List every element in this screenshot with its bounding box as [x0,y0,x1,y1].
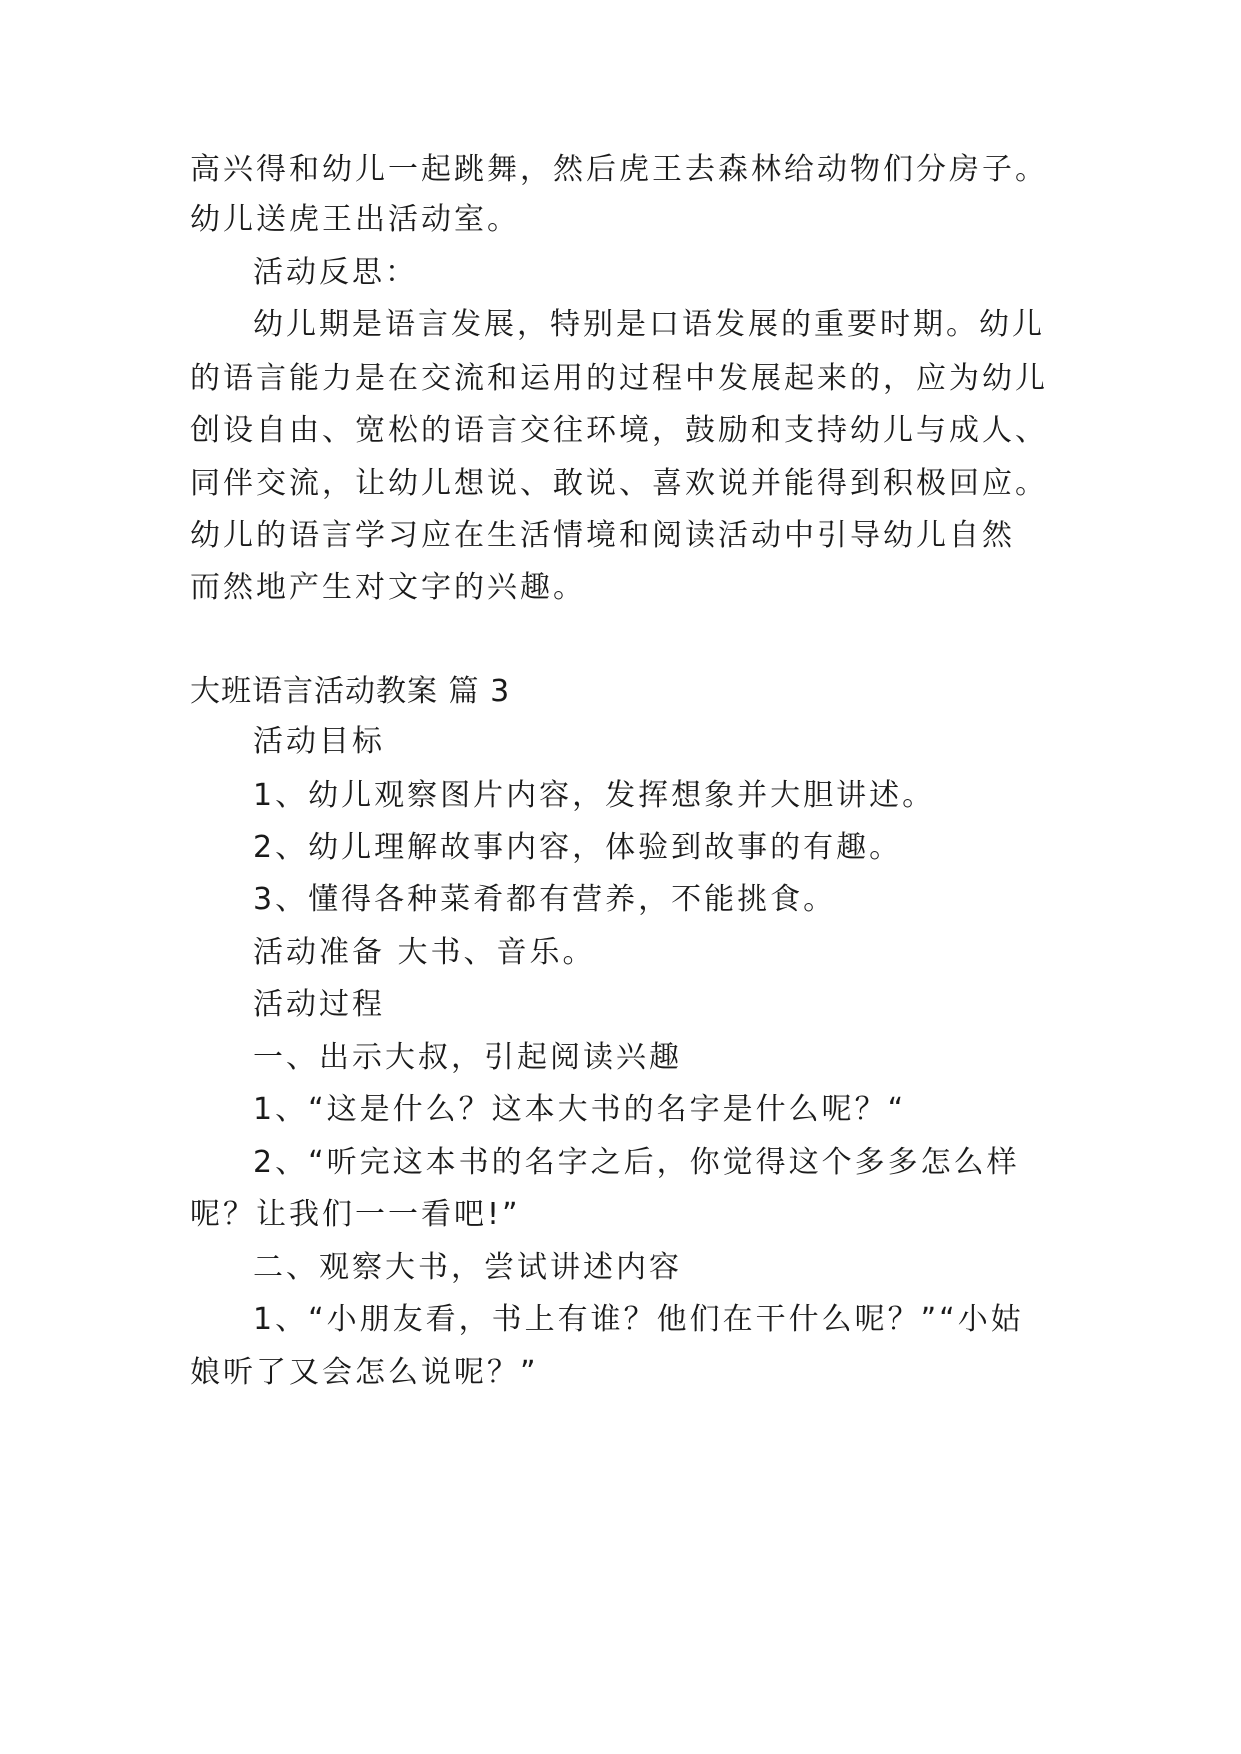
paragraph-line: 同伴交流，让幼儿想说、敢说、喜欢说并能得到积极回应。 [190,466,1048,501]
goal-item: 2、幼儿理解故事内容，体验到故事的有趣。 [253,830,903,865]
section-heading: 大班语言活动教案 篇 3 [190,674,511,709]
step-question: 1、“这是什么？这本大书的名字是什么呢？“ [253,1092,907,1127]
step-question: 1、“小朋友看，书上有谁？他们在干什么呢？”“小姑 [253,1302,1024,1337]
preparation-line: 活动准备 大书、音乐。 [253,935,596,970]
paragraph-line: 幼儿期是语言发展，特别是口语发展的重要时期。幼儿 [253,307,1045,342]
paragraph-line: 而然地产生对文字的兴趣。 [190,570,586,605]
paragraph-line: 幼儿送虎王出活动室。 [190,202,520,237]
paragraph-line: 高兴得和幼儿一起跳舞，然后虎王去森林给动物们分房子。 [190,152,1048,187]
process-title: 活动过程 [253,987,385,1022]
step-title: 一、出示大叔，引起阅读兴趣 [253,1040,682,1075]
paragraph-line: 创设自由、宽松的语言交往环境，鼓励和支持幼儿与成人、 [190,413,1048,448]
step-question: 2、“听完这本书的名字之后，你觉得这个多多怎么样 [253,1145,1020,1180]
reflection-title: 活动反思： [253,255,418,290]
goal-item: 3、懂得各种菜肴都有营养，不能挑食。 [253,882,837,917]
goal-item: 1、幼儿观察图片内容，发挥想象并大胆讲述。 [253,778,936,813]
paragraph-line: 的语言能力是在交流和运用的过程中发展起来的，应为幼儿 [190,361,1048,396]
paragraph-line: 幼儿的语言学习应在生活情境和阅读活动中引导幼儿自然 [190,518,1015,553]
goals-title: 活动目标 [253,724,385,759]
step-question-continuation: 娘听了又会怎么说呢？” [190,1355,539,1390]
step-title: 二、观察大书，尝试讲述内容 [253,1250,682,1285]
step-question-continuation: 呢？让我们一一看吧!” [190,1197,521,1232]
